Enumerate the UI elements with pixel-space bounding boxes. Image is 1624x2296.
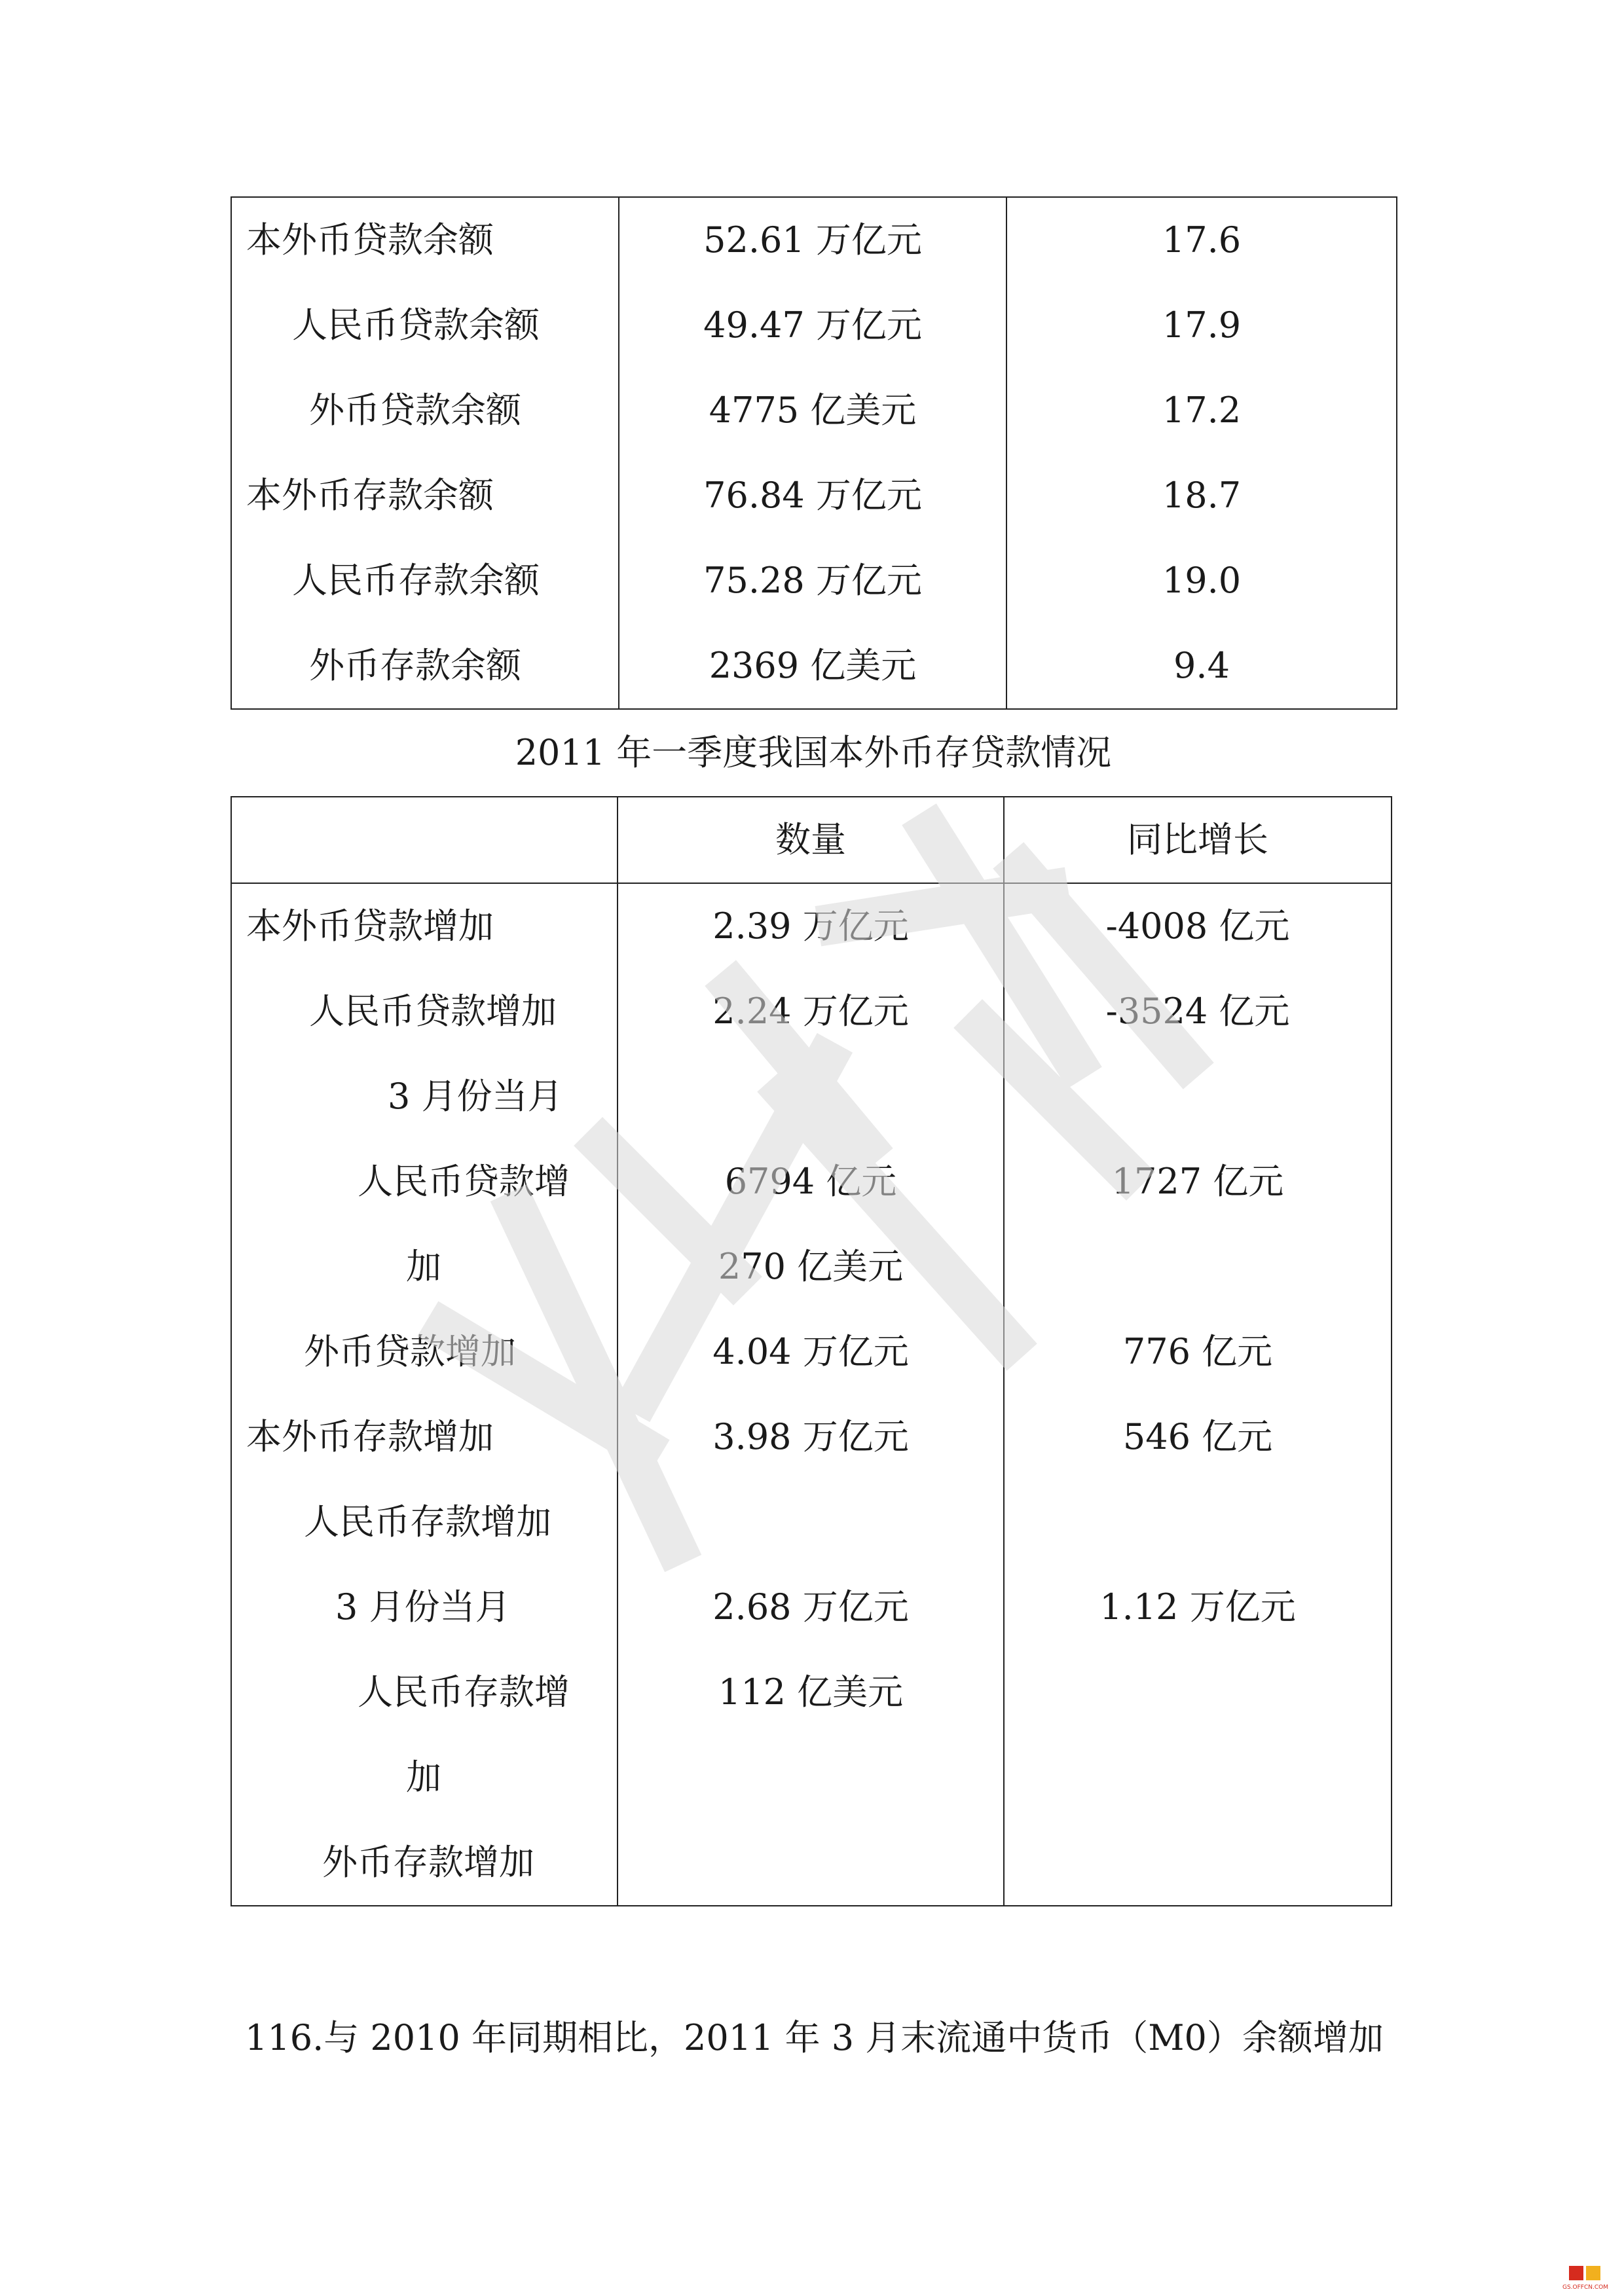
table-row — [231, 538, 1397, 623]
item-label: 3 月份当月 — [335, 1586, 511, 1628]
amount-cell: 75.28 万亿元 — [619, 538, 1006, 623]
header-quantity: 数量 — [618, 797, 1004, 883]
row-label: 人民币存款余额 — [231, 538, 619, 623]
item-label: 3 月份当月 — [388, 1076, 563, 1117]
deposit-loan-increase-table — [231, 796, 1392, 1906]
quantity-value — [618, 1054, 1003, 1139]
table-row — [231, 283, 1397, 368]
question-text: 116.与 2010 年同期相比，2011 年 3 月末流通中货币（M0）余额增加 — [245, 2017, 1384, 2058]
quantity-value — [618, 1820, 1003, 1905]
quantity-value: 3.98 万亿元 — [712, 1416, 909, 1457]
amount-cell: 76.84 万亿元 — [619, 453, 1006, 538]
item-label: 外币贷款增加 — [304, 1331, 516, 1372]
header-empty — [231, 797, 618, 883]
quantity-value: 270 亿美元 — [718, 1246, 904, 1287]
growth-column — [1004, 883, 1392, 1906]
growth-value — [1005, 1735, 1391, 1820]
growth-value: 1.12 万亿元 — [1099, 1586, 1296, 1628]
quantity-value: 6794 亿元 — [724, 1161, 897, 1202]
item-label: 人民币贷款增 — [358, 1161, 570, 1202]
row-label: 外币存款余额 — [231, 623, 619, 709]
amount-cell: 4775 亿美元 — [619, 368, 1006, 453]
item-label: 加 — [406, 1246, 441, 1287]
quantity-value — [618, 1480, 1003, 1565]
quantity-value: 2.39 万亿元 — [712, 905, 909, 947]
quantity-column — [618, 883, 1004, 1906]
item-label: 外币存款增加 — [322, 1842, 534, 1883]
table-header-row — [231, 797, 1392, 883]
amount-cell: 49.47 万亿元 — [619, 283, 1006, 368]
growth-value: -4008 亿元 — [1105, 905, 1290, 947]
growth-cell: 18.7 — [1006, 453, 1397, 538]
item-label: 本外币存款增加 — [246, 1416, 494, 1457]
growth-value: 1727 亿元 — [1111, 1161, 1284, 1202]
quantity-value: 2.24 万亿元 — [712, 991, 909, 1032]
amount-cell: 52.61 万亿元 — [619, 197, 1006, 283]
row-label: 人民币贷款余额 — [231, 283, 619, 368]
growth-cell: 17.9 — [1006, 283, 1397, 368]
item-label: 本外币贷款增加 — [246, 905, 494, 947]
growth-value — [1005, 1054, 1391, 1139]
site-logo — [1549, 2265, 1621, 2291]
quantity-value — [618, 1735, 1003, 1820]
amount-cell: 2369 亿美元 — [619, 623, 1006, 709]
growth-value — [1005, 1480, 1391, 1565]
row-label: 外币贷款余额 — [231, 368, 619, 453]
growth-value — [1005, 1820, 1391, 1905]
growth-cell: 17.2 — [1006, 368, 1397, 453]
item-column — [231, 883, 618, 1906]
growth-value: -3524 亿元 — [1105, 991, 1290, 1032]
growth-value: 546 亿元 — [1122, 1416, 1273, 1457]
table-caption: 2011 年一季度我国本外币存贷款情况 — [515, 732, 1112, 773]
item-label: 人民币存款增 — [358, 1671, 570, 1713]
table-body-row — [231, 883, 1392, 1906]
item-label: 人民币贷款增加 — [309, 991, 557, 1032]
quantity-value: 4.04 万亿元 — [712, 1331, 909, 1372]
deposit-loan-balance-table — [231, 196, 1397, 710]
growth-cell: 19.0 — [1006, 538, 1397, 623]
quantity-value: 112 亿美元 — [718, 1671, 904, 1713]
table-row — [231, 623, 1397, 709]
row-label: 本外币贷款余额 — [231, 197, 619, 283]
growth-cell: 9.4 — [1006, 623, 1397, 709]
header-growth: 同比增长 — [1004, 797, 1392, 883]
growth-value — [1005, 1224, 1391, 1309]
growth-cell: 17.6 — [1006, 197, 1397, 283]
growth-value — [1005, 1650, 1391, 1735]
table-row — [231, 197, 1397, 283]
logo-text: GS.OFFCN.COM — [1562, 2284, 1608, 2291]
table-row — [231, 453, 1397, 538]
growth-value: 776 亿元 — [1122, 1331, 1273, 1372]
quantity-value: 2.68 万亿元 — [712, 1586, 909, 1628]
row-label: 本外币存款余额 — [231, 453, 619, 538]
item-label: 加 — [406, 1757, 441, 1798]
table-row — [231, 368, 1397, 453]
item-label: 人民币存款增加 — [304, 1501, 551, 1542]
